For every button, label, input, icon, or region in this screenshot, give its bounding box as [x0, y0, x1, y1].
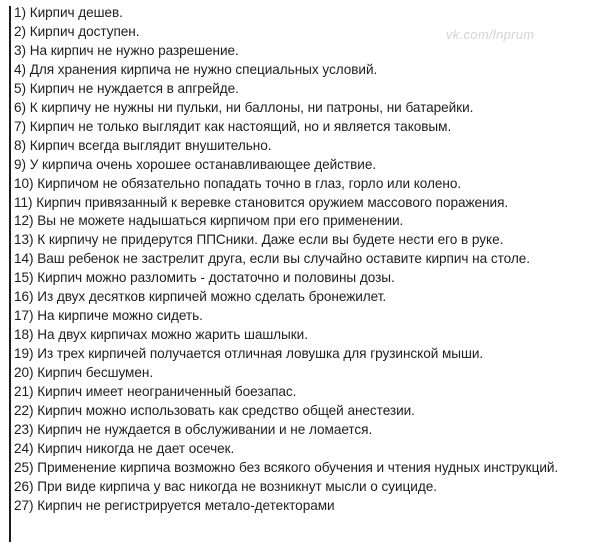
list-item: 22) Кирпич можно использовать как средство общей анестезии. [14, 403, 415, 419]
list-item: 20) Кирпич бесшумен. [14, 365, 154, 381]
list-item: 9) У кирпича очень хорошее останавливающее действие. [14, 156, 377, 172]
list-item: 11) Кирпич привязанный к веревке становится оружием массового поражения. [14, 194, 509, 210]
left-border-rule [9, 6, 11, 542]
watermark: vk.com/lnprum [446, 27, 535, 42]
list-item: 14) Ваш ребенок не застрелит друга, если вы случайно оставите кирпич на столе. [14, 251, 530, 267]
list-item: 25) Применение кирпича возможно без всякого обучения и чтения нудных инструкций. [14, 459, 559, 475]
list-item: 4) Для хранения кирпича не нужно специальных условий. [14, 61, 378, 77]
list-item: 2) Кирпич доступен. [14, 23, 140, 39]
list-item: 15) Кирпич можно разломить - достаточно и половины дозы. [14, 270, 395, 286]
list-item: 12) Вы не можете надышаться кирпичом при его применении. [14, 213, 404, 229]
list-item: 8) Кирпич всегда выглядит внушительно. [14, 137, 272, 153]
list-item: 7) Кирпич не только выглядит как настоящий, но и является таковым. [14, 118, 452, 134]
list-item: 18) На двух кирпичах можно жарить шашлыки. [14, 327, 308, 343]
list-item: 26) При виде кирпича у вас никогда не возникнут мысли о суициде. [14, 478, 437, 494]
list-item: 1) Кирпич дешев. [14, 5, 123, 20]
list-item: 19) Из трех кирпичей получается отличная ловушка для грузинской мыши. [14, 346, 484, 362]
list-item: 10) Кирпичом не обязательно попадать точно в глаз, горло или колено. [14, 175, 462, 191]
list-item: 6) К кирпичу не нужны ни пульки, ни баллоны, ни патроны, ни батарейки. [14, 99, 474, 115]
list-item: 16) Из двух десятков кирпичей можно сделать бронежилет. [14, 289, 387, 305]
list-item: 13) К кирпичу не придерутся ППСники. Даже если вы будете нести его в руке. [14, 232, 504, 248]
list-item: 24) Кирпич никогда не дает осечек. [14, 440, 235, 456]
list-item: 17) На кирпиче можно сидеть. [14, 308, 203, 324]
brick-advantages-list [14, 4, 600, 516]
list-item: 5) Кирпич не нуждается в апгрейде. [14, 80, 239, 96]
list-item: 23) Кирпич не нуждается в обслуживании и не ломается. [14, 421, 373, 437]
list-item: 3) На кирпич не нужно разрешение. [14, 42, 239, 58]
list-item: 21) Кирпич имеет неограниченный боезапас. [14, 384, 297, 400]
list-item: 27) Кирпич не регистрируется метало-детекторами [14, 497, 335, 513]
